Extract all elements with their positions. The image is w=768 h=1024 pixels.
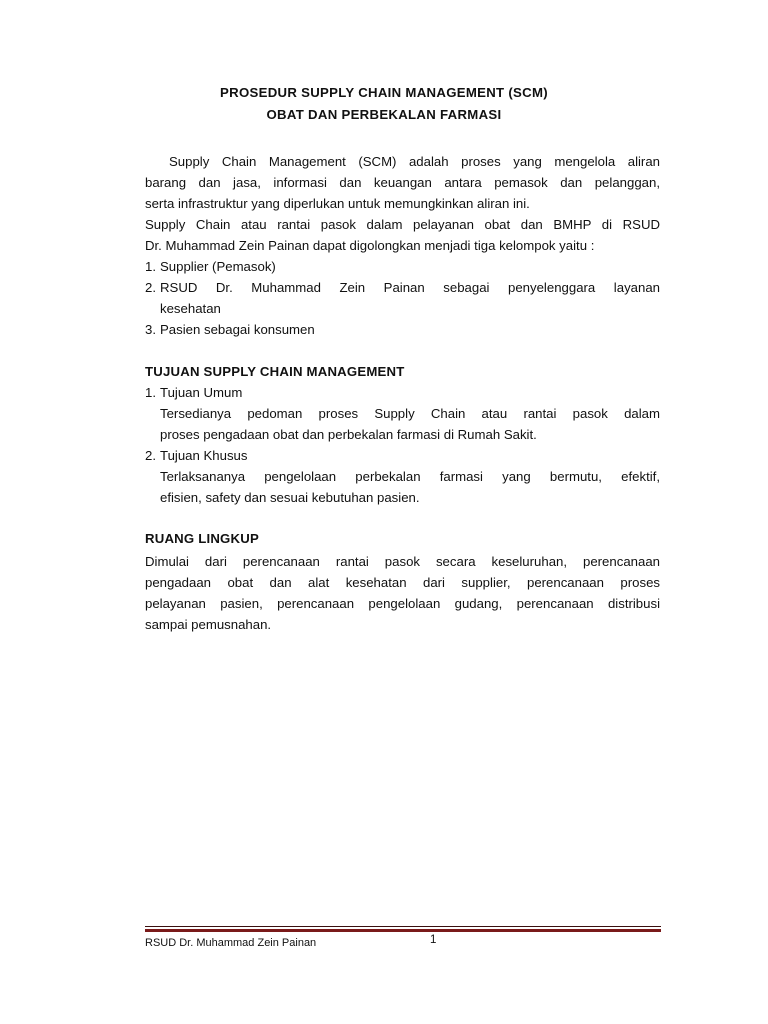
section-heading-ruang-lingkup: RUANG LINGKUP [145, 531, 259, 546]
list-item-number: 1. [145, 259, 156, 274]
list-item-text: RSUD Dr. Muhammad Zein Painan sebagai penyelenggara layanan [160, 280, 660, 295]
list-item-text: Pasien sebagai konsumen [160, 322, 315, 337]
list-item-text: kesehatan [160, 301, 221, 316]
list-item-text: Supplier (Pemasok) [160, 259, 276, 274]
footer-rule-thin [145, 926, 661, 927]
footer-hospital-name: RSUD Dr. Muhammad Zein Painan [145, 937, 317, 949]
section-heading-tujuan: TUJUAN SUPPLY CHAIN MANAGEMENT [145, 364, 405, 379]
footer-rule [145, 926, 661, 932]
list-item [145, 277, 660, 319]
list-item-text: Tersedianya pedoman proses Supply Chain atau rantai pasok dalam [160, 406, 660, 421]
intro-paragraph-line: barang dan jasa, informasi dan keuangan antara pemasok dan pelanggan, [145, 175, 660, 190]
footer-rule-thick [145, 929, 661, 932]
list-item-number: 2. [145, 448, 156, 463]
paragraph-line: pelayanan pasien, perencanaan pengelolaan gudang, perencanaan distribusi [145, 596, 660, 611]
intro-paragraph-line: Supply Chain atau rantai pasok dalam pelayanan obat dan BMHP di RSUD [145, 217, 660, 232]
list-item [145, 319, 660, 340]
intro-paragraph-line: serta infrastruktur yang diperlukan untuk memungkinkan aliran ini. [145, 196, 530, 211]
list-item-text: efisien, safety dan sesuai kebutuhan pasien. [160, 490, 420, 505]
list-item-text: Terlaksananya pengelolaan perbekalan farmasi yang bermutu, efektif, [160, 469, 660, 484]
list-item-number: 2. [145, 280, 156, 295]
paragraph-line: pengadaan obat dan alat kesehatan dari supplier, perencanaan proses [145, 575, 660, 590]
list-item [145, 256, 660, 277]
tujuan-section [145, 382, 660, 508]
list-item-number: 1. [145, 385, 156, 400]
intro-paragraph-line: Dr. Muhammad Zein Painan dapat digolongkan menjadi tiga kelompok yaitu : [145, 238, 595, 253]
list-item-label: Tujuan Umum [160, 385, 243, 400]
list-item [145, 445, 660, 508]
list-item-label: Tujuan Khusus [160, 448, 248, 463]
list-item-number: 3. [145, 322, 156, 337]
intro-section [145, 151, 660, 340]
document-title-line-1: PROSEDUR SUPPLY CHAIN MANAGEMENT (SCM) [220, 85, 548, 100]
list-item-text: proses pengadaan obat dan perbekalan farmasi di Rumah Sakit. [160, 427, 537, 442]
footer-page-number: 1 [430, 934, 437, 946]
intro-paragraph-line: Supply Chain Management (SCM) adalah proses yang mengelola aliran [169, 154, 660, 169]
list-item [145, 382, 660, 445]
paragraph-line: sampai pemusnahan. [145, 617, 272, 632]
document-title-line-2: OBAT DAN PERBEKALAN FARMASI [266, 107, 502, 122]
ruang-lingkup-section [145, 551, 660, 635]
paragraph-line: Dimulai dari perencanaan rantai pasok secara keseluruhan, perencanaan [145, 554, 660, 569]
